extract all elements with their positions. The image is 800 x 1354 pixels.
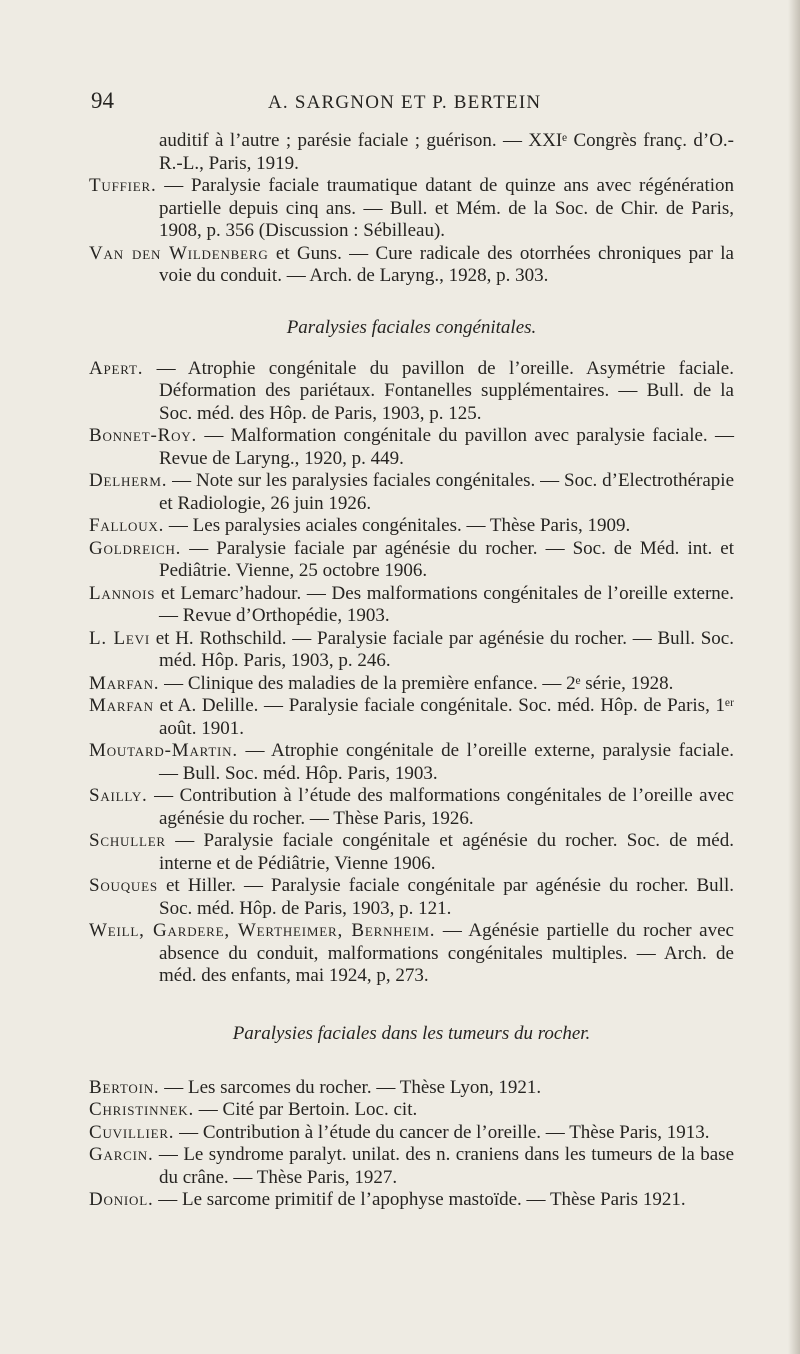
entry-text: — Le sarcome primitif de l’apophyse mastoïde. — Thèse Paris 1921. bbox=[153, 1189, 686, 1210]
bibliography-entry bbox=[89, 785, 734, 830]
section-title: Paralysies faciales dans les tumeurs du rocher. bbox=[232, 1022, 591, 1044]
bibliography-entry bbox=[89, 1189, 734, 1212]
bibliography-entry bbox=[89, 130, 734, 175]
entry-author: Cuvillier. bbox=[89, 1121, 175, 1143]
entry-author: Goldreich. bbox=[89, 537, 182, 559]
entry-author: Marfan. bbox=[89, 672, 160, 694]
entry-author: L. Levi bbox=[89, 627, 150, 649]
entry-author: Schuller bbox=[89, 830, 166, 851]
entry-author: Falloux. bbox=[89, 515, 165, 536]
entry-author: Bonnet-Roy. bbox=[89, 425, 198, 446]
running-head: A. SARGNON ET P. BERTEIN bbox=[268, 92, 542, 113]
bibliography-entry bbox=[89, 470, 734, 515]
entry-text: — Contribution à l’étude du cancer de l’oreille. — Thèse Paris, 1913. bbox=[174, 1121, 710, 1143]
entry-author: Marfan bbox=[89, 695, 154, 716]
entry-text: — Paralysie faciale congénitale et agénésie du rocher. Soc. de méd. interne et de Pédiâtrie, Vienne 1906. bbox=[159, 830, 734, 874]
entry-text: — Atrophie congénitale de l’oreille externe, paralysie faciale. — Bull. Soc. méd. Hôp. Paris, 1903. bbox=[159, 740, 734, 784]
entry-author: Garcin. bbox=[89, 1144, 154, 1165]
entry-author: Lannois bbox=[89, 582, 156, 604]
bibliography-body bbox=[89, 130, 734, 1212]
bibliography-entry bbox=[89, 1144, 734, 1189]
bibliography-entry bbox=[89, 673, 734, 696]
entry-author: Doniol. bbox=[89, 1189, 154, 1210]
entry-text: et H. Rothschild. — Paralysie faciale par agénésie du rocher. — Bull. Soc. méd. Hôp. Paris, 1903, p. 246. bbox=[149, 627, 734, 671]
entry-author: Tuffier. bbox=[89, 175, 157, 196]
entry-author: Moutard-Martin. bbox=[89, 740, 238, 761]
entry-text: — Paralysie faciale par agénésie du rocher. — Soc. de Méd. int. et Pediâtrie. Vienne, 25 octobre 1906. bbox=[159, 537, 734, 581]
entry-text: — Note sur les paralysies faciales congénitales. — Soc. d’Electrothérapie et Radiologie, 26 juin 1926. bbox=[159, 470, 734, 514]
entry-text: — Atrophie congénitale du pavillon de l’oreille. Asymétrie faciale. Déformation des pariétaux. Fontanelles supplémentaires. — Bull. de la Soc. méd. des Hôp. de Paris, 1903, p. 125. bbox=[143, 357, 734, 424]
entry-text: — Paralysie faciale traumatique datant de quinze ans avec régénération partielle depuis cinq ans. — Bull. et Mém. de la Soc. de Chir. de Paris, 1908, p. 356 (Discussion : Sébilleau). bbox=[156, 175, 734, 241]
entry-text: et A. Delille. — Paralysie faciale congénitale. Soc. méd. Hôp. de Paris, 1ᵉʳ août. 1901. bbox=[153, 695, 734, 739]
bibliography-entry bbox=[89, 425, 734, 470]
bibliography-entry bbox=[89, 920, 734, 988]
entry-author: Bertoin. bbox=[89, 1076, 160, 1098]
entry-author: Christinnek. bbox=[89, 1099, 195, 1120]
bibliography-entry bbox=[89, 538, 734, 583]
page-number: 94 bbox=[91, 88, 114, 113]
entry-author: Apert. bbox=[89, 357, 144, 379]
section-title: Paralysies faciales congénitales. bbox=[286, 316, 537, 338]
bibliography-entry bbox=[89, 1122, 734, 1145]
bibliography-entry bbox=[89, 1077, 734, 1100]
entry-text: — Agénésie partielle du rocher avec absence du conduit, malformations congénitales multiples. — Arch. de méd. des enfants, mai 1924, p, 273. bbox=[159, 920, 734, 986]
entry-author: Weill, Gardere, Wertheimer, Bernheim. bbox=[89, 920, 436, 941]
bibliography-entry bbox=[89, 583, 734, 628]
entry-text: — Le syndrome paralyt. unilat. des n. craniens dans les tumeurs de la base du crâne. — Thèse Paris, 1927. bbox=[153, 1144, 734, 1188]
bibliography-entry bbox=[89, 740, 734, 785]
bibliography-entry bbox=[89, 875, 734, 920]
entry-text: — Les paralysies aciales congénitales. — Thèse Paris, 1909. bbox=[164, 515, 631, 536]
bibliography-entry bbox=[89, 515, 734, 538]
bibliography-entry bbox=[89, 695, 734, 740]
bibliography-entry bbox=[89, 628, 734, 673]
bibliography-entry bbox=[89, 243, 734, 288]
entry-text: — Clinique des maladies de la première enfance. — 2ᵉ série, 1928. bbox=[159, 672, 674, 694]
bibliography-entry bbox=[89, 358, 734, 426]
entry-text: — Malformation congénitale du pavillon avec paralysie faciale. — Revue de Laryng., 1920, p. 449. bbox=[159, 425, 734, 469]
entry-text: et Hiller. — Paralysie faciale congénitale par agénésie du rocher. Bull. Soc. méd. Hôp. de Paris, 1903, p. 121. bbox=[157, 875, 734, 919]
entry-text: auditif à l’autre ; parésie faciale ; guérison. — XXIᵉ Congrès franç. d’O.-R.-L., Paris, 1919. bbox=[159, 130, 734, 174]
entry-text: — Contribution à l’étude des malformations congénitales de l’oreille avec agénésie du rocher. — Thèse Paris, 1926. bbox=[147, 785, 734, 829]
entry-author: Delherm. bbox=[89, 470, 168, 491]
entry-author: Sailly. bbox=[89, 785, 148, 806]
entry-text: et Guns. — Cure radicale des otorrhées chroniques par la voie du conduit. — Arch. de Laryng., 1928, p. 303. bbox=[159, 242, 734, 286]
bibliography-entry bbox=[89, 1099, 734, 1122]
page-edge-shadow bbox=[788, 0, 800, 1354]
entry-author: Souques bbox=[89, 875, 158, 896]
entry-text: — Les sarcomes du rocher. — Thèse Lyon, 1921. bbox=[159, 1076, 542, 1098]
entry-author: Van den Wildenberg bbox=[89, 242, 269, 264]
entry-text: — Cité par Bertoin. Loc. cit. bbox=[194, 1099, 418, 1120]
entry-text: et Lemarc’hadour. — Des malformations congénitales de l’oreille externe. — Revue d’Orthopédie, 1903. bbox=[155, 582, 734, 626]
bibliography-entry bbox=[89, 175, 734, 243]
bibliography-entry bbox=[89, 830, 734, 875]
